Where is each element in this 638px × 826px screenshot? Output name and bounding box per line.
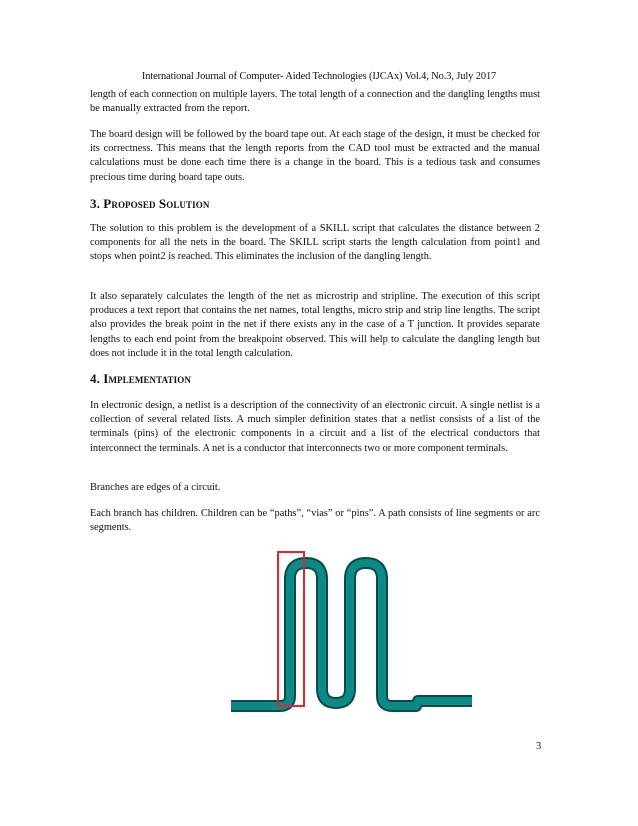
paragraph-7: Each branch has children. Children can be “paths”, “vias” or “pins”. A path consists of line segments or arc segments. xyxy=(90,508,540,534)
page-number: 3 xyxy=(536,741,542,752)
section-heading-implementation: 4. Implementation xyxy=(90,371,191,386)
running-header: International Journal of Computer- Aided Technologies (IJCAx) Vol.4, No.3, July 2017 xyxy=(141,71,497,82)
trace-diagram xyxy=(228,551,558,721)
paragraph-4: It also separately calculates the length of the net as microstrip and stripline. The execution of this script produces a text report that contains the net names, total lengths, micro strip and strip line lengths. The script also provides the break point in the net if there exists any in the case of a T junction. It provides separate lengths to each end point from the breakpoint observed. This will help to calculate the dangling length but does not include it in the total length calculation. xyxy=(90,291,540,359)
figure-serpentine-trace xyxy=(228,551,558,721)
paragraph-6: Branches are edges of a circuit. xyxy=(90,482,221,493)
paragraph-5: In electronic design, a netlist is a description of the connectivity of an electronic circuit. A single netlist is a collection of several related lists. A much simpler definition states that a netlist consists of a list of the terminals (pins) of the electronic components in a circuit and a list of the electrical conductors that interconnect the terminals. A net is a conductor that interconnects two or more component terminals. xyxy=(90,400,540,454)
paragraph-2: The board design will be followed by the board tape out. At each stage of the design, it must be checked for its correctness. This means that the length reports from the CAD tool must be extracted and the manual calculations must be done each time there is a change in the board. This is a tedious task and consumes precious time during board tape outs. xyxy=(90,129,540,183)
section-heading-proposed-solution: 3. Proposed Solution xyxy=(90,196,210,211)
paragraph-3: The solution to this problem is the development of a SKILL script that calculates the distance between 2 components for all the nets in the board. The SKILL script starts the length calculation from point1 and stops when point2 is reached. This eliminates the inclusion of the dangling length. xyxy=(90,223,540,263)
trace-path xyxy=(231,563,472,706)
paragraph-1: length of each connection on multiple layers. The total length of a connection and the dangling lengths must be manually extracted from the report. xyxy=(90,89,540,115)
